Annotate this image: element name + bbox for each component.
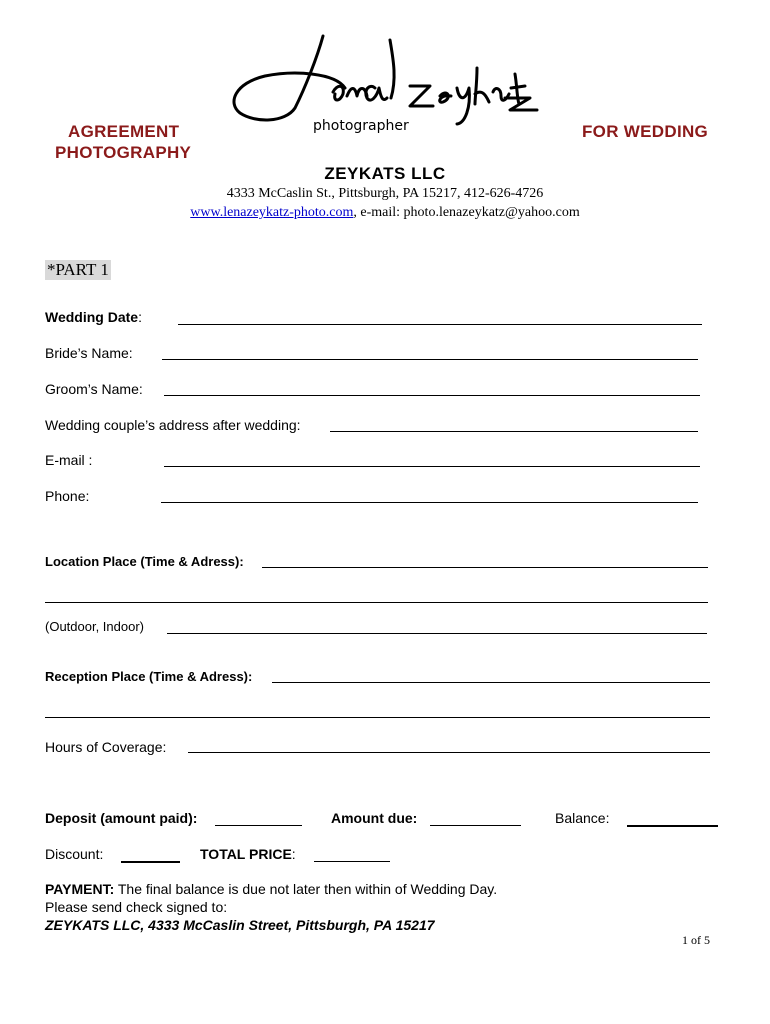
hours-field[interactable] — [188, 752, 710, 753]
phone-field[interactable] — [161, 502, 698, 503]
payment-line1: PAYMENT: The final balance is due not later then within of Wedding Day. — [45, 881, 498, 897]
title-for-wedding: FOR WEDDING — [582, 122, 709, 141]
outdoor-indoor-field[interactable] — [167, 633, 707, 634]
couple-address-field[interactable] — [330, 431, 698, 432]
balance-label: Balance: — [555, 810, 610, 826]
email-field[interactable] — [164, 466, 700, 467]
balance-field[interactable] — [627, 825, 718, 827]
bride-name-label: Bride’s Name: — [45, 345, 133, 361]
company-address: 4333 McCaslin St., Pittsburgh, PA 15217, 412-626-4726 — [226, 186, 544, 201]
outdoor-indoor-label: (Outdoor, Indoor) — [45, 619, 144, 634]
title-agreement: AGREEMENT — [68, 122, 180, 141]
reception-field-line2[interactable] — [45, 717, 710, 718]
reception-field[interactable] — [272, 682, 710, 683]
amount-due-field[interactable] — [430, 825, 521, 826]
signature-logo — [225, 28, 545, 138]
total-price-field[interactable] — [314, 861, 390, 862]
reception-label: Reception Place (Time & Adress): — [45, 669, 253, 684]
logo-subtitle: photographer — [313, 118, 409, 134]
payment-address: ZEYKATS LLC, 4333 McCaslin Street, Pittsburgh, PA 15217 — [45, 917, 435, 933]
contact-line — [0, 205, 770, 221]
company-name: ZEYKATS LLC — [324, 164, 446, 183]
wedding-date-label: Wedding Date: — [45, 309, 142, 325]
part-heading: *PART 1 — [47, 260, 109, 279]
groom-name-label: Groom’s Name: — [45, 381, 143, 397]
page-number: 1 of 5 — [682, 933, 710, 947]
bride-name-field[interactable] — [162, 359, 698, 360]
total-price-label: TOTAL PRICE: — [200, 846, 296, 862]
groom-name-field[interactable] — [164, 395, 700, 396]
website-link[interactable]: www.lenazeykatz-photo.com — [190, 205, 354, 220]
deposit-field[interactable] — [215, 825, 302, 826]
wedding-date-field[interactable] — [178, 324, 702, 325]
location-field-line2[interactable] — [45, 602, 708, 603]
location-label: Location Place (Time & Adress): — [45, 554, 244, 569]
deposit-label: Deposit (amount paid): — [45, 810, 198, 826]
location-field[interactable] — [262, 567, 708, 568]
email-text: , e-mail: photo.lenazeykatz@yahoo.com — [353, 205, 580, 220]
amount-due-label: Amount due: — [331, 810, 418, 826]
hours-label: Hours of Coverage: — [45, 739, 167, 755]
discount-label: Discount: — [45, 846, 104, 862]
phone-label: Phone: — [45, 488, 90, 504]
discount-field[interactable] — [121, 861, 180, 863]
payment-line2: Please send check signed to: — [45, 899, 228, 915]
couple-address-label: Wedding couple’s address after wedding: — [45, 417, 301, 433]
email-label: E-mail : — [45, 452, 93, 468]
title-photography: PHOTOGRAPHY — [55, 143, 192, 162]
